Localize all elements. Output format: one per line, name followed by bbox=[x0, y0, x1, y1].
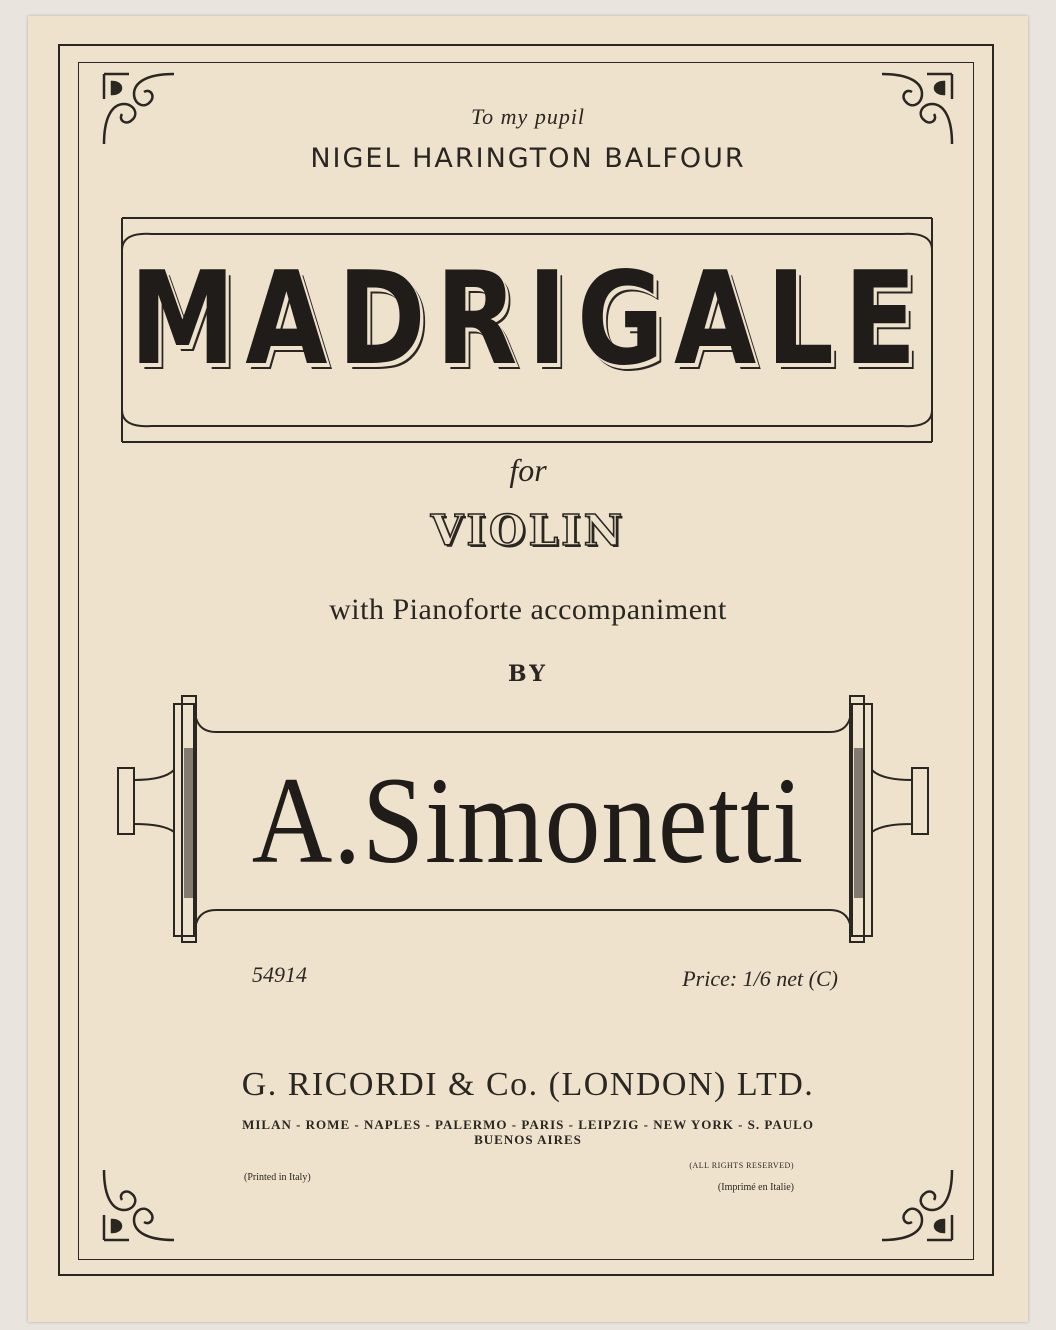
dedicatee-name: NIGEL HARINGTON BALFOUR bbox=[310, 143, 746, 174]
plate-number: 54914 bbox=[252, 962, 307, 987]
imprime-note: (Imprimé en Italie) bbox=[717, 1182, 794, 1193]
accompaniment-line: with Pianoforte accompaniment bbox=[329, 593, 727, 626]
rights-reserved-note: (ALL RIGHTS RESERVED) bbox=[689, 1161, 794, 1170]
publisher-name: G. RICORDI & Co. (LONDON) LTD. bbox=[241, 1066, 815, 1103]
corner-ornament-bottom-left-icon bbox=[94, 1160, 184, 1250]
dedication-line: To my pupil bbox=[470, 104, 586, 129]
instrument-name: VIOLIN bbox=[430, 506, 626, 555]
piece-title: MADRIGALE bbox=[129, 245, 927, 394]
composer-name: A.Simonetti bbox=[251, 752, 805, 889]
printed-in-note: (Printed in Italy) bbox=[244, 1172, 311, 1183]
corner-ornament-bottom-right-icon bbox=[872, 1160, 962, 1250]
publisher-cities-continued: BUENOS AIRES bbox=[474, 1132, 582, 1147]
price-label: Price: 1/6 net (C) bbox=[682, 966, 838, 991]
by-label: BY bbox=[508, 661, 548, 687]
for-label: for bbox=[509, 452, 547, 488]
publisher-cities: MILAN - ROME - NAPLES - PALERMO - PARIS - LEIPZIG - NEW YORK - S. PAULO bbox=[242, 1117, 814, 1132]
